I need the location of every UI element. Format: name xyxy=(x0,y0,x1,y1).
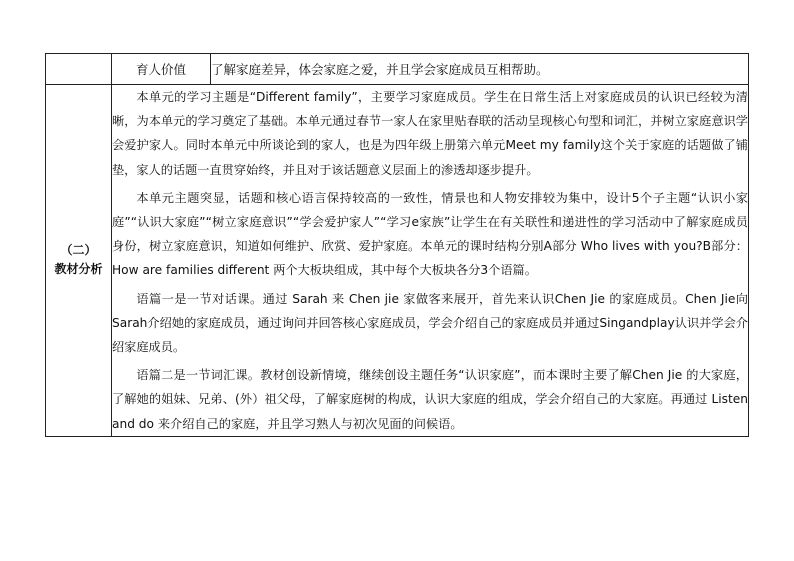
education-value-text: 了解家庭差异，体会家庭之爱，并且学会家庭成员互相帮助。 xyxy=(211,54,749,85)
row-education-value xyxy=(46,54,749,85)
row-textbook-analysis xyxy=(46,85,749,437)
section-number: （二） xyxy=(60,243,97,258)
analysis-paragraph-1: 本单元的学习主题是“Different family”，主要学习家庭成员。学生在日常生活上对家庭成员的认识已经较为清晰，为本单元的学习奠定了基础。本单元通过春节一家人在家里贴春联的活动呈现核心句型和词汇，并树立家庭意识学会爱护家人。同时本单元中所谈论到的家人，也是为四年级上册第六单元Meet my family这个关于家庭的话题做了铺垫，家人的话题一直贯穿始终，并且对于该话题意义层面上的渗透却逐步提升。 xyxy=(112,90,748,177)
textbook-analysis-label xyxy=(46,85,112,437)
analysis-paragraph-4: 语篇二是一节词汇课。教材创设新情境，继续创设主题任务“认识家庭”，而本课时主要了解Chen Jie 的大家庭，了解她的姐妹、兄弟、(外）祖父母，了解家庭树的构成，认识大家庭的组成，学会介绍自己的大家庭。再通过 Listen and do 来介绍自己的家庭，并且学习熟人与初次见面的问候语。 xyxy=(112,368,748,431)
empty-section-cell xyxy=(46,54,112,85)
lesson-plan-table xyxy=(45,53,749,437)
analysis-paragraph-3: 语篇一是一节对话课。通过 Sarah 来 Chen jie 家做客来展开，首先来认识Chen Jie 的家庭成员。Chen Jie向 Sarah介绍她的家庭成员，通过询问并回答核心家庭成员，学会介绍自己的家庭成员并通过Singandplay认识并学会介绍家庭成员。 xyxy=(112,291,748,355)
education-value-label: 育人价值 xyxy=(112,54,211,85)
section-title: 教材分析 xyxy=(54,262,103,277)
analysis-paragraph-2: 本单元主题突显，话题和核心语言保持较高的一致性，情景也和人物安排较为集中，设计5个子主题“认识小家庭”“认识大家庭”“树立家庭意识”“学会爱护家人”“学习e家族”让学生在有关联性和递进性的学习活动中了解家庭成员身份，树立家庭意识，知道如何维护、欣赏、爱护家庭。本单元的课时结构分别A部分 Who lives with you?B部分：How are families different 两个大板块组成，其中每个大板块各分3个语篇。 xyxy=(112,190,748,278)
textbook-analysis-content xyxy=(112,85,749,437)
